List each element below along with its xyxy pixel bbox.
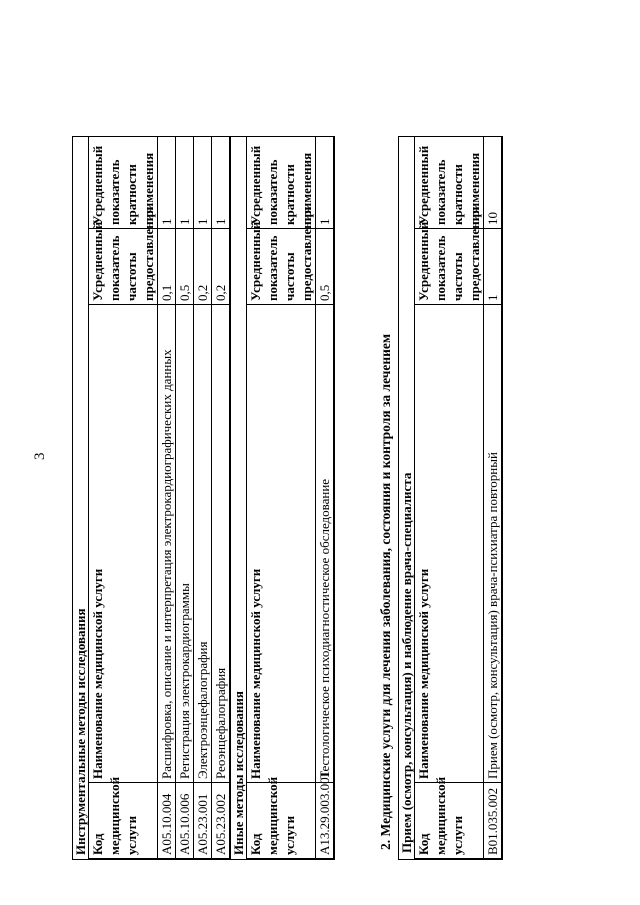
row-code: A05.10.006 bbox=[176, 783, 194, 859]
col-name-header: Наименование медицинской услуги bbox=[415, 305, 484, 783]
col-multiplicity-header: Усредненный показатель кратности применения bbox=[247, 137, 316, 229]
instrumental-title: Инструментальные методы исследования bbox=[73, 608, 88, 855]
consultation-table bbox=[414, 136, 502, 859]
col-name-header: Наименование медицинской услуги bbox=[247, 305, 316, 783]
table-header-row bbox=[415, 137, 484, 859]
consultation-title: Прием (осмотр, консультация) и наблюдение врача-специалиста bbox=[399, 472, 414, 853]
table-row bbox=[158, 137, 176, 859]
row-name: Электроэнцефалография bbox=[194, 305, 212, 783]
row-code: A05.23.001 bbox=[194, 783, 212, 859]
row-frequency: 0,2 bbox=[194, 229, 212, 305]
page-number: 3 bbox=[32, 452, 48, 460]
row-code: A05.23.002 bbox=[212, 783, 230, 859]
row-multiplicity: 1 bbox=[158, 137, 176, 229]
row-name: Реоэнцефалография bbox=[212, 305, 230, 783]
other-title: Иные методы исследования bbox=[230, 137, 246, 859]
col-frequency-header: Усредненный показатель частоты предоставления bbox=[89, 229, 158, 305]
row-multiplicity: 1 bbox=[176, 137, 194, 229]
row-frequency: 0,1 bbox=[158, 229, 176, 305]
row-multiplicity: 1 bbox=[194, 137, 212, 229]
col-frequency-header: Усредненный показатель частоты предоставления bbox=[415, 229, 484, 305]
table-row bbox=[484, 137, 502, 859]
row-multiplicity: 10 bbox=[484, 137, 502, 229]
consultation-section bbox=[398, 136, 503, 860]
col-code-header: Код медицинской услуги bbox=[247, 783, 316, 859]
instrumental-table bbox=[88, 136, 230, 859]
col-multiplicity-header: Усредненный показатель кратности применения bbox=[415, 137, 484, 229]
table-row bbox=[212, 137, 230, 859]
row-frequency: 1 bbox=[484, 229, 502, 305]
instrumental-section bbox=[72, 136, 335, 860]
table-header-row bbox=[247, 137, 316, 859]
row-frequency: 0,2 bbox=[212, 229, 230, 305]
table-row bbox=[176, 137, 194, 859]
col-code-header: Код медицинской услуги bbox=[415, 783, 484, 859]
row-name: Регистрация электрокардиограммы bbox=[176, 305, 194, 783]
row-multiplicity: 1 bbox=[316, 137, 334, 229]
row-name: Расшифровка, описание и интерпретация электрокардиографических данных bbox=[158, 305, 176, 783]
row-code: B01.035.002 bbox=[484, 783, 502, 859]
col-multiplicity-header: Усредненный показатель кратности применения bbox=[89, 137, 158, 229]
table-row bbox=[194, 137, 212, 859]
table-row bbox=[316, 137, 334, 859]
row-frequency: 0,5 bbox=[176, 229, 194, 305]
other-table bbox=[246, 136, 334, 859]
row-code: A13.29.003.001 bbox=[316, 783, 334, 859]
col-frequency-header: Усредненный показатель частоты предоставления bbox=[247, 229, 316, 305]
row-frequency: 0,5 bbox=[316, 229, 334, 305]
row-name: Тестологическое психодиагностическое обследование bbox=[316, 305, 334, 783]
table-header-row bbox=[89, 137, 158, 859]
col-code-header: Код медицинской услуги bbox=[89, 783, 158, 859]
row-multiplicity: 1 bbox=[212, 137, 230, 229]
section-2-heading: 2. Медицинские услуги для лечения заболевания, состояния и контроля за лечением bbox=[378, 333, 393, 850]
row-code: A05.10.004 bbox=[158, 783, 176, 859]
col-name-header: Наименование медицинской услуги bbox=[89, 305, 158, 783]
row-name: Прием (осмотр, консультация) врача-психиатра повторный bbox=[484, 305, 502, 783]
